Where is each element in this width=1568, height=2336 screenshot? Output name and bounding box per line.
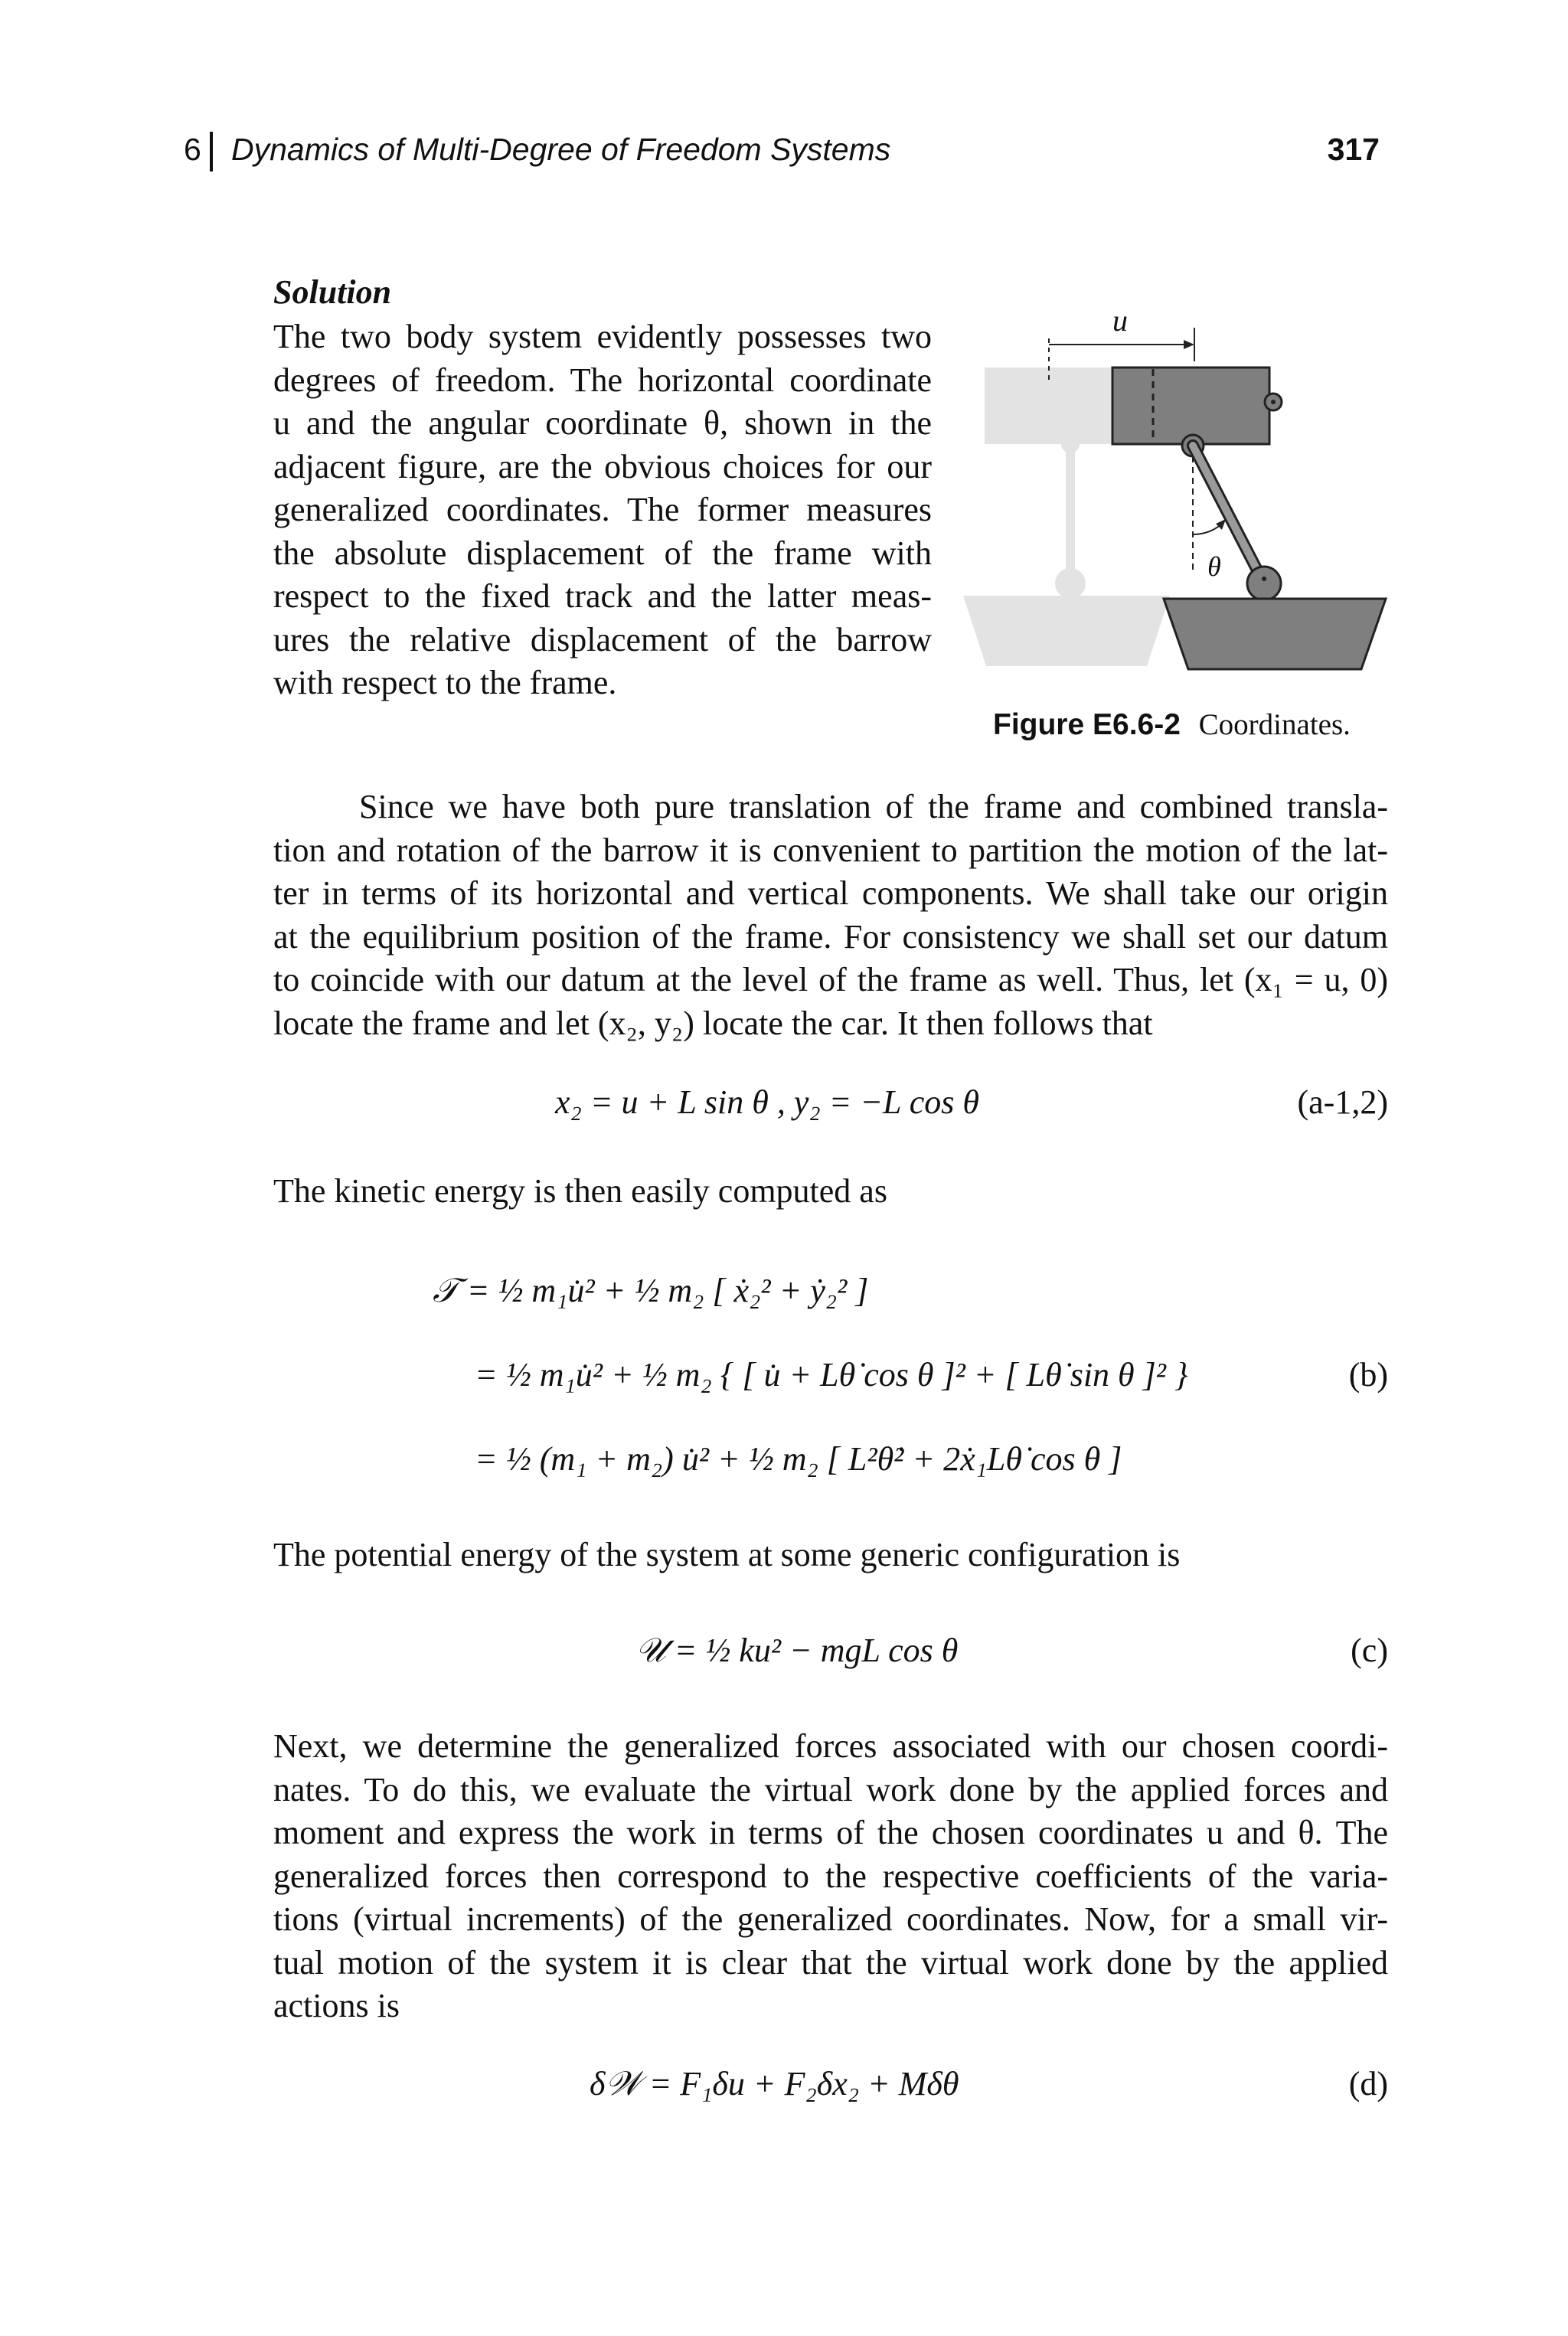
solution-paragraph [273, 315, 932, 705]
text-line: tual motion of the system it is clear that the virtual work done by the applied [273, 1943, 1388, 1982]
text-line: degrees of freedom. The horizontal coordinate [273, 361, 932, 399]
text-line: to coincide with our datum at the level of the frame as well. Thus, let (x₁ = u, 0) [273, 961, 1388, 998]
text-line: Since we have both pure translation of the frame and combined transla- [359, 788, 1388, 825]
chapter-title: Dynamics of Multi-Degree of Freedom Systems [231, 132, 891, 167]
text-line: generalized coordinates. The former measures [273, 491, 932, 528]
coordinates-figure [963, 306, 1392, 689]
barrow [1164, 599, 1386, 669]
u-arrow-head [1184, 340, 1194, 349]
text-line: adjacent figure, are the obvious choices for our [273, 447, 932, 485]
text-line: generalized forces then correspond to the respective coefficients of the varia- [273, 1857, 1388, 1895]
text-line: at the equilibrium position of the frame. For consistency we shall set our datum [273, 917, 1388, 956]
chapter-number: 6 [184, 132, 201, 167]
text-line: moment and express the work in terms of the chosen coordinates u and θ. The [273, 1814, 1388, 1851]
theta-arrow-head [1216, 519, 1226, 530]
text-line: ter in terms of its horizontal and vertical components. We shall take our origin [273, 874, 1388, 912]
ghost-barrow [963, 596, 1170, 666]
theta-label: θ [1207, 551, 1221, 582]
text-line: The two body system evidently possesses two [273, 318, 932, 355]
equation-b-line-3: = ½ (m₁ + m₂) u̇² + ½ m₂ [ L²θ̇² + 2ẋ₁Lθ̇ cos θ ] [475, 1440, 1122, 1478]
text-line: actions is [273, 1987, 400, 2024]
equation-d: δ𝒲 = F₁δu + F₂δx₂ + Mδθ [590, 2065, 959, 2102]
text-line: u and the angular coordinate θ, shown in the [273, 404, 932, 442]
u-label: u [1112, 306, 1128, 338]
paragraph-3 [273, 1725, 1388, 2028]
equation-b-line-2: = ½ m₁u̇² + ½ m₂ { [ u̇ + Lθ̇ cos θ ]² + [ Lθ̇ sin θ ]² } [475, 1356, 1188, 1393]
text-line: tion and rotation of the barrow it is convenient to partition the motion of the lat- [273, 831, 1388, 869]
equation-c-label: (c) [1351, 1632, 1388, 1669]
figure-caption-text: Coordinates. [1198, 708, 1351, 741]
kinetic-energy-intro: The kinetic energy is then easily computed as [273, 1172, 887, 1210]
equation-d-label: (d) [1348, 2065, 1388, 2102]
text-line: tions (virtual increments) of the generalized coordinates. Now, for a small vir- [273, 1900, 1388, 1938]
pendulum-rod [1193, 446, 1263, 582]
barrow-pivot [1247, 567, 1281, 600]
ghost-barrow-pivot [1055, 568, 1086, 599]
equation-b-label: (b) [1348, 1356, 1388, 1393]
header-divider [210, 132, 213, 172]
text-line: the absolute displacement of the frame with [273, 534, 932, 572]
figure-caption-label: Figure E6.6-2 [993, 708, 1181, 741]
figure-caption [993, 707, 1351, 742]
text-line: Next, we determine the generalized forces associated with our chosen coordi- [273, 1727, 1388, 1765]
page-number: 317 [1327, 132, 1380, 167]
text-line: locate the frame and let (x₂, y₂) locate the car. It then follows that [273, 1004, 1153, 1042]
equation-a: x₂ = u + L sin θ , y₂ = −L cos θ [555, 1083, 979, 1121]
text-line: respect to the fixed track and the latter meas- [273, 577, 932, 615]
text-line: nates. To do this, we evaluate the virtual work done by the applied forces and [273, 1770, 1388, 1808]
equation-b-line-1: 𝒯 = ½ m₁u̇² + ½ m₂ [ ẋ₂² + ẏ₂² ] [433, 1272, 869, 1309]
solution-heading: Solution [273, 273, 392, 311]
potential-energy-intro: The potential energy of the system at some generic configuration is [273, 1536, 1181, 1573]
paragraph-2 [273, 786, 1388, 1045]
equation-a-label: (a-1,2) [1297, 1083, 1388, 1121]
frame-block [1112, 368, 1269, 444]
equation-c: 𝒰 = ½ ku² − mgL cos θ [635, 1632, 959, 1669]
text-line: ures the relative displacement of the barrow [273, 620, 932, 658]
text-line: with respect to the frame. [273, 664, 617, 701]
